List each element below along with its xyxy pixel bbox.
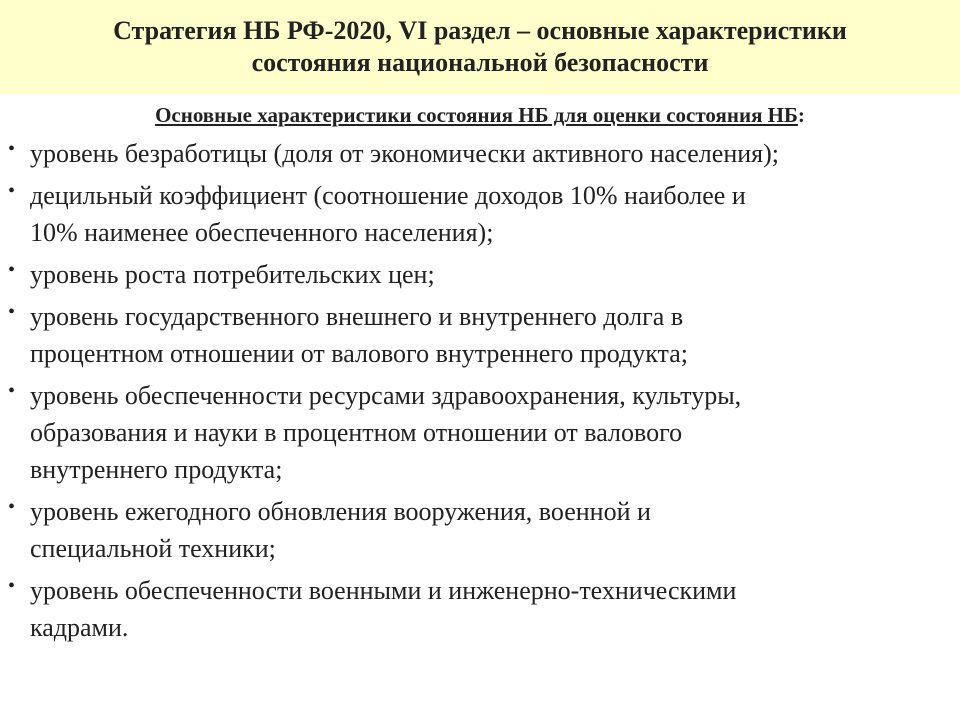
list-item-line: децильный коэффициент (соотношение доходов 10% наиболее и xyxy=(30,181,746,210)
list-item xyxy=(0,135,960,172)
list-item-line: уровень ежегодного обновления вооружения, военной и xyxy=(30,497,651,526)
characteristics-list xyxy=(0,135,960,651)
bullet-dot-icon: • xyxy=(8,575,16,597)
title-banner xyxy=(0,0,960,94)
list-item xyxy=(0,256,960,293)
list-item xyxy=(0,298,960,372)
list-item xyxy=(0,493,960,567)
list-item xyxy=(0,377,960,488)
list-item-line: уровень государственного внешнего и внутреннего долга в xyxy=(30,302,684,331)
list-item xyxy=(0,572,960,646)
list-item-line: уровень безработицы (доля от экономически активного населения); xyxy=(30,139,779,168)
slide-title-line-1: Стратегия НБ РФ-2020, VI раздел – основные характеристики xyxy=(113,16,847,45)
list-item-line: процентном отношении от валового внутреннего продукта; xyxy=(30,339,688,368)
slide-title-line-2: состояния национальной безопасности xyxy=(251,48,709,77)
section-subtitle xyxy=(0,101,960,129)
subtitle-text: Основные характеристики состояния НБ для оценки состояния НБ xyxy=(155,103,798,127)
bullet-dot-icon: • xyxy=(8,496,16,518)
bullet-dot-icon: • xyxy=(8,301,16,323)
subtitle-colon: : xyxy=(797,103,805,127)
bullet-dot-icon: • xyxy=(8,138,16,160)
list-item-line: образования и науки в процентном отношении от валового xyxy=(30,418,683,447)
bullet-dot-icon: • xyxy=(8,259,16,281)
list-item xyxy=(0,177,960,251)
list-item-line: специальной техники; xyxy=(30,534,276,563)
list-item-line: внутреннего продукта; xyxy=(30,455,283,484)
bullet-dot-icon: • xyxy=(8,180,16,202)
list-item-line: уровень обеспеченности ресурсами здравоохранения, культуры, xyxy=(30,381,742,410)
list-item-line: уровень роста потребительских цен; xyxy=(30,260,435,289)
list-item-line: кадрами. xyxy=(30,613,129,642)
list-item-line: уровень обеспеченности военными и инженерно-техническими xyxy=(30,576,737,605)
list-item-line: 10% наименее обеспеченного населения); xyxy=(30,218,494,247)
bullet-dot-icon: • xyxy=(8,380,16,402)
